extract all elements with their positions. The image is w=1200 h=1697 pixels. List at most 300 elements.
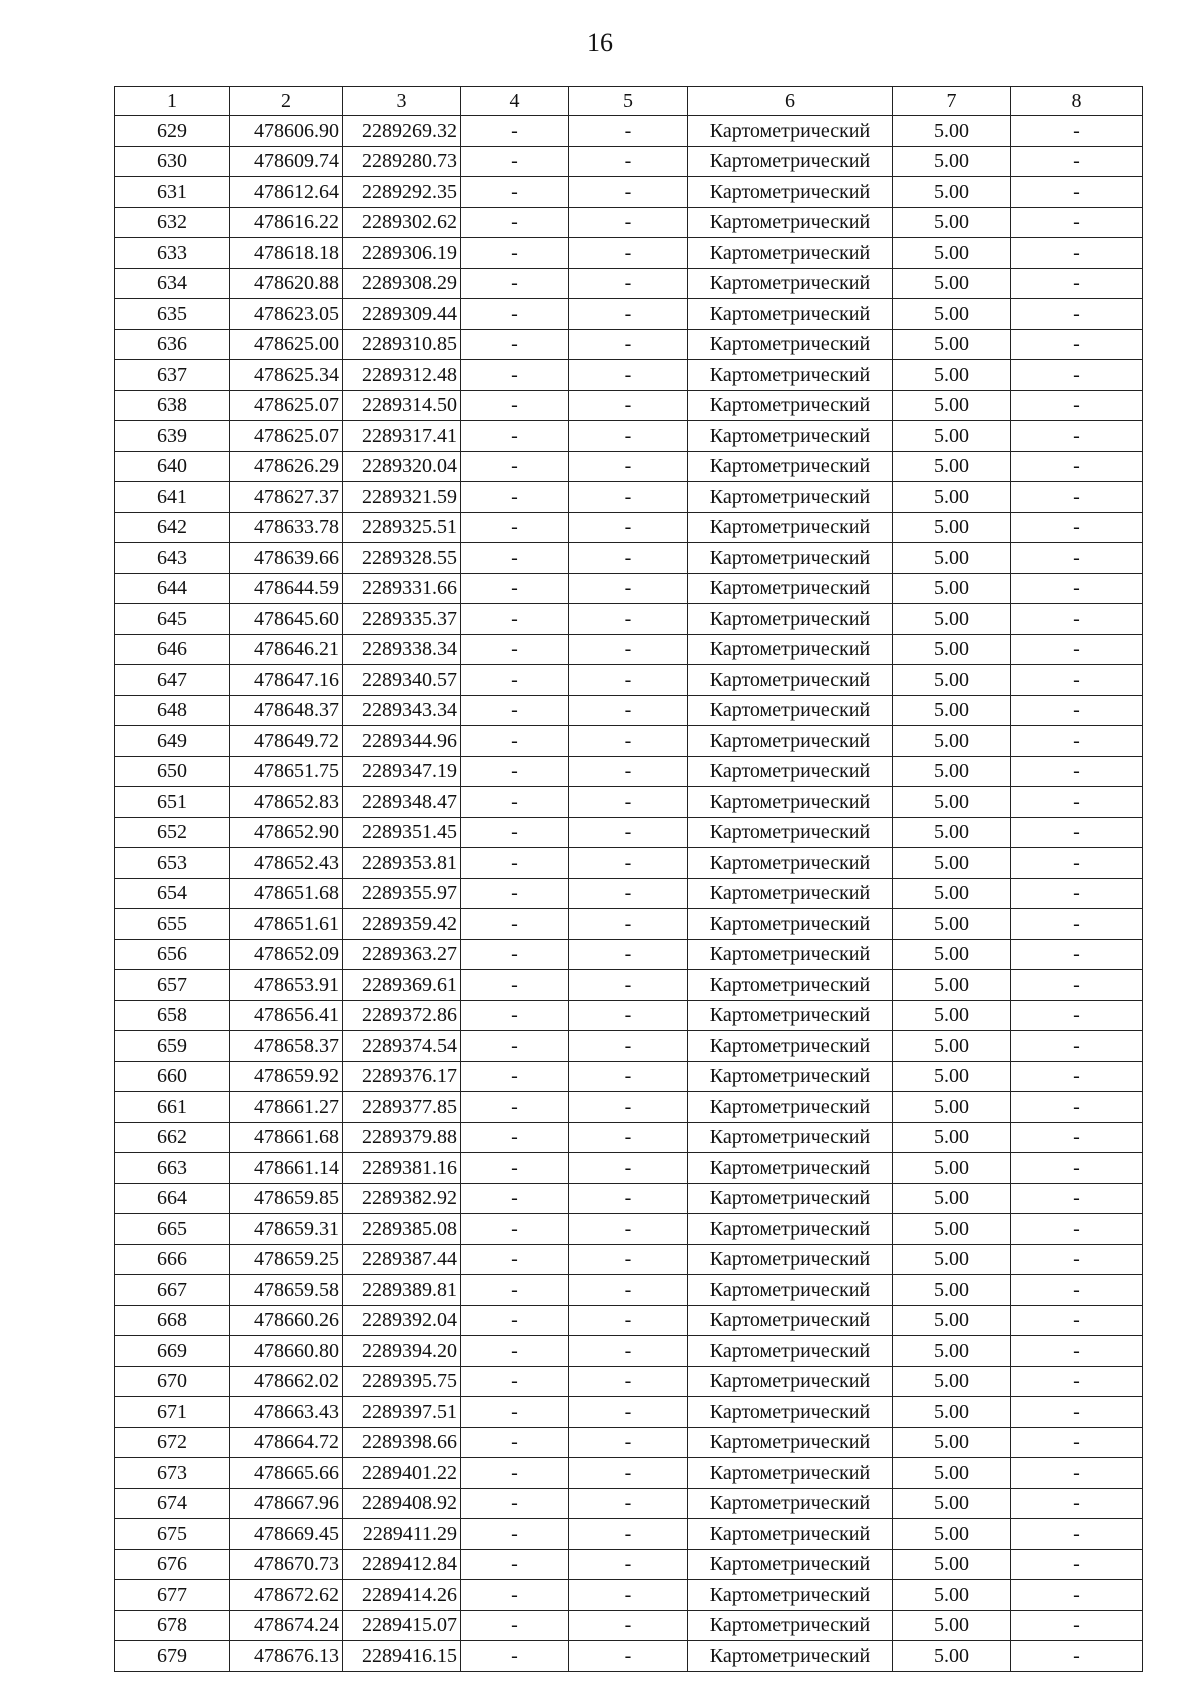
cell-accuracy: 5.00 xyxy=(893,238,1011,269)
cell-accuracy: 5.00 xyxy=(893,1061,1011,1092)
cell-method: Картометрический xyxy=(688,512,893,543)
cell-col-8: - xyxy=(1011,268,1143,299)
cell-method: Картометрический xyxy=(688,1610,893,1641)
cell-point-number: 656 xyxy=(115,939,230,970)
cell-col-8: - xyxy=(1011,207,1143,238)
cell-coord-y: 2289374.54 xyxy=(343,1031,461,1062)
cell-col-4: - xyxy=(461,512,569,543)
cell-coord-x: 478649.72 xyxy=(230,726,343,757)
cell-col-5: - xyxy=(569,268,688,299)
cell-coord-y: 2289269.32 xyxy=(343,116,461,147)
cell-col-8: - xyxy=(1011,878,1143,909)
table-row xyxy=(115,1244,1143,1275)
cell-col-8: - xyxy=(1011,451,1143,482)
cell-method: Картометрический xyxy=(688,1641,893,1672)
table-row xyxy=(115,1427,1143,1458)
cell-method: Картометрический xyxy=(688,695,893,726)
cell-method: Картометрический xyxy=(688,665,893,696)
cell-col-5: - xyxy=(569,1549,688,1580)
cell-point-number: 636 xyxy=(115,329,230,360)
cell-col-5: - xyxy=(569,1580,688,1611)
cell-col-4: - xyxy=(461,1336,569,1367)
cell-coord-x: 478663.43 xyxy=(230,1397,343,1428)
cell-coord-x: 478648.37 xyxy=(230,695,343,726)
cell-col-4: - xyxy=(461,207,569,238)
cell-accuracy: 5.00 xyxy=(893,573,1011,604)
cell-accuracy: 5.00 xyxy=(893,207,1011,238)
cell-method: Картометрический xyxy=(688,451,893,482)
cell-col-8: - xyxy=(1011,1000,1143,1031)
cell-coord-x: 478627.37 xyxy=(230,482,343,513)
cell-col-4: - xyxy=(461,817,569,848)
cell-method: Картометрический xyxy=(688,1275,893,1306)
table-row xyxy=(115,1580,1143,1611)
cell-col-8: - xyxy=(1011,634,1143,665)
cell-method: Картометрический xyxy=(688,1000,893,1031)
cell-accuracy: 5.00 xyxy=(893,421,1011,452)
cell-col-8: - xyxy=(1011,1641,1143,1672)
cell-col-5: - xyxy=(569,1519,688,1550)
cell-coord-y: 2289387.44 xyxy=(343,1244,461,1275)
table-row xyxy=(115,177,1143,208)
cell-point-number: 642 xyxy=(115,512,230,543)
cell-accuracy: 5.00 xyxy=(893,512,1011,543)
cell-col-8: - xyxy=(1011,1397,1143,1428)
cell-col-5: - xyxy=(569,1061,688,1092)
cell-col-5: - xyxy=(569,177,688,208)
cell-col-5: - xyxy=(569,329,688,360)
cell-coord-y: 2289343.34 xyxy=(343,695,461,726)
cell-col-4: - xyxy=(461,146,569,177)
cell-col-4: - xyxy=(461,695,569,726)
cell-point-number: 665 xyxy=(115,1214,230,1245)
cell-coord-y: 2289338.34 xyxy=(343,634,461,665)
cell-coord-y: 2289314.50 xyxy=(343,390,461,421)
cell-col-8: - xyxy=(1011,177,1143,208)
cell-coord-x: 478661.14 xyxy=(230,1153,343,1184)
cell-coord-x: 478625.34 xyxy=(230,360,343,391)
cell-accuracy: 5.00 xyxy=(893,604,1011,635)
table-row xyxy=(115,1519,1143,1550)
cell-col-8: - xyxy=(1011,421,1143,452)
cell-coord-y: 2289414.26 xyxy=(343,1580,461,1611)
cell-col-5: - xyxy=(569,1336,688,1367)
cell-col-8: - xyxy=(1011,726,1143,757)
cell-accuracy: 5.00 xyxy=(893,146,1011,177)
cell-coord-x: 478606.90 xyxy=(230,116,343,147)
cell-col-4: - xyxy=(461,604,569,635)
cell-point-number: 643 xyxy=(115,543,230,574)
cell-coord-y: 2289292.35 xyxy=(343,177,461,208)
cell-accuracy: 5.00 xyxy=(893,329,1011,360)
cell-col-5: - xyxy=(569,543,688,574)
cell-col-4: - xyxy=(461,1458,569,1489)
table-row xyxy=(115,360,1143,391)
cell-col-4: - xyxy=(461,1244,569,1275)
cell-accuracy: 5.00 xyxy=(893,1366,1011,1397)
cell-method: Картометрический xyxy=(688,604,893,635)
cell-col-4: - xyxy=(461,634,569,665)
cell-col-8: - xyxy=(1011,329,1143,360)
cell-coord-y: 2289347.19 xyxy=(343,756,461,787)
cell-method: Картометрический xyxy=(688,1458,893,1489)
cell-col-5: - xyxy=(569,360,688,391)
cell-col-4: - xyxy=(461,1275,569,1306)
cell-col-8: - xyxy=(1011,1610,1143,1641)
cell-point-number: 672 xyxy=(115,1427,230,1458)
cell-col-4: - xyxy=(461,665,569,696)
table-row xyxy=(115,909,1143,940)
cell-col-8: - xyxy=(1011,390,1143,421)
table-row xyxy=(115,939,1143,970)
cell-accuracy: 5.00 xyxy=(893,116,1011,147)
cell-col-4: - xyxy=(461,1610,569,1641)
cell-coord-y: 2289355.97 xyxy=(343,878,461,909)
cell-method: Картометрический xyxy=(688,543,893,574)
column-header-4: 4 xyxy=(461,87,569,116)
cell-point-number: 638 xyxy=(115,390,230,421)
table-row xyxy=(115,787,1143,818)
cell-col-8: - xyxy=(1011,299,1143,330)
cell-col-8: - xyxy=(1011,1458,1143,1489)
cell-point-number: 648 xyxy=(115,695,230,726)
cell-col-5: - xyxy=(569,970,688,1001)
cell-accuracy: 5.00 xyxy=(893,1153,1011,1184)
cell-point-number: 678 xyxy=(115,1610,230,1641)
cell-col-5: - xyxy=(569,1000,688,1031)
cell-col-5: - xyxy=(569,1031,688,1062)
cell-method: Картометрический xyxy=(688,1122,893,1153)
cell-col-8: - xyxy=(1011,1519,1143,1550)
cell-method: Картометрический xyxy=(688,238,893,269)
column-header-1: 1 xyxy=(115,87,230,116)
cell-coord-y: 2289411.29 xyxy=(343,1519,461,1550)
cell-accuracy: 5.00 xyxy=(893,726,1011,757)
cell-col-4: - xyxy=(461,390,569,421)
cell-method: Картометрический xyxy=(688,1366,893,1397)
cell-col-8: - xyxy=(1011,848,1143,879)
cell-col-5: - xyxy=(569,1122,688,1153)
cell-coord-x: 478665.66 xyxy=(230,1458,343,1489)
cell-col-4: - xyxy=(461,116,569,147)
cell-col-5: - xyxy=(569,939,688,970)
cell-accuracy: 5.00 xyxy=(893,1244,1011,1275)
table-row xyxy=(115,665,1143,696)
cell-method: Картометрический xyxy=(688,482,893,513)
cell-point-number: 634 xyxy=(115,268,230,299)
cell-col-4: - xyxy=(461,909,569,940)
cell-coord-x: 478659.85 xyxy=(230,1183,343,1214)
cell-accuracy: 5.00 xyxy=(893,1183,1011,1214)
table-row xyxy=(115,1000,1143,1031)
cell-point-number: 637 xyxy=(115,360,230,391)
cell-coord-y: 2289351.45 xyxy=(343,817,461,848)
cell-coord-x: 478662.02 xyxy=(230,1366,343,1397)
cell-col-8: - xyxy=(1011,1031,1143,1062)
cell-accuracy: 5.00 xyxy=(893,970,1011,1001)
cell-col-4: - xyxy=(461,1641,569,1672)
cell-accuracy: 5.00 xyxy=(893,1092,1011,1123)
cell-point-number: 651 xyxy=(115,787,230,818)
cell-accuracy: 5.00 xyxy=(893,1305,1011,1336)
cell-col-8: - xyxy=(1011,1183,1143,1214)
table-row xyxy=(115,878,1143,909)
cell-accuracy: 5.00 xyxy=(893,848,1011,879)
cell-coord-x: 478669.45 xyxy=(230,1519,343,1550)
cell-coord-x: 478652.83 xyxy=(230,787,343,818)
cell-method: Картометрический xyxy=(688,421,893,452)
table-row xyxy=(115,1031,1143,1062)
cell-method: Картометрический xyxy=(688,1183,893,1214)
cell-coord-y: 2289394.20 xyxy=(343,1336,461,1367)
table-row xyxy=(115,1275,1143,1306)
cell-coord-x: 478672.62 xyxy=(230,1580,343,1611)
table-row xyxy=(115,726,1143,757)
cell-coord-y: 2289392.04 xyxy=(343,1305,461,1336)
cell-method: Картометрический xyxy=(688,634,893,665)
header-row xyxy=(115,87,1143,116)
table-row xyxy=(115,1122,1143,1153)
cell-coord-x: 478645.60 xyxy=(230,604,343,635)
cell-point-number: 658 xyxy=(115,1000,230,1031)
cell-col-8: - xyxy=(1011,1275,1143,1306)
cell-coord-x: 478676.13 xyxy=(230,1641,343,1672)
table-row xyxy=(115,1153,1143,1184)
cell-col-4: - xyxy=(461,726,569,757)
cell-coord-x: 478609.74 xyxy=(230,146,343,177)
cell-coord-y: 2289308.29 xyxy=(343,268,461,299)
cell-col-4: - xyxy=(461,1549,569,1580)
cell-coord-x: 478646.21 xyxy=(230,634,343,665)
cell-col-8: - xyxy=(1011,1244,1143,1275)
cell-col-5: - xyxy=(569,665,688,696)
cell-coord-x: 478656.41 xyxy=(230,1000,343,1031)
cell-col-5: - xyxy=(569,695,688,726)
cell-coord-x: 478625.07 xyxy=(230,390,343,421)
cell-point-number: 632 xyxy=(115,207,230,238)
table-row xyxy=(115,756,1143,787)
cell-point-number: 629 xyxy=(115,116,230,147)
cell-coord-y: 2289309.44 xyxy=(343,299,461,330)
page-number: 16 xyxy=(587,28,613,57)
cell-col-4: - xyxy=(461,1214,569,1245)
cell-col-5: - xyxy=(569,1427,688,1458)
cell-col-4: - xyxy=(461,1427,569,1458)
cell-col-4: - xyxy=(461,299,569,330)
cell-col-8: - xyxy=(1011,1336,1143,1367)
cell-coord-x: 478623.05 xyxy=(230,299,343,330)
cell-point-number: 674 xyxy=(115,1488,230,1519)
table-row xyxy=(115,512,1143,543)
cell-col-8: - xyxy=(1011,116,1143,147)
cell-accuracy: 5.00 xyxy=(893,634,1011,665)
cell-col-4: - xyxy=(461,329,569,360)
cell-method: Картометрический xyxy=(688,1519,893,1550)
table-row xyxy=(115,1488,1143,1519)
cell-coord-x: 478633.78 xyxy=(230,512,343,543)
cell-col-8: - xyxy=(1011,1153,1143,1184)
cell-method: Картометрический xyxy=(688,1214,893,1245)
cell-method: Картометрический xyxy=(688,1092,893,1123)
table-row xyxy=(115,1366,1143,1397)
cell-coord-y: 2289325.51 xyxy=(343,512,461,543)
cell-col-4: - xyxy=(461,1488,569,1519)
cell-coord-x: 478620.88 xyxy=(230,268,343,299)
cell-col-4: - xyxy=(461,1061,569,1092)
cell-col-5: - xyxy=(569,817,688,848)
cell-method: Картометрический xyxy=(688,1305,893,1336)
cell-col-8: - xyxy=(1011,482,1143,513)
cell-coord-y: 2289310.85 xyxy=(343,329,461,360)
table-row xyxy=(115,543,1143,574)
cell-col-5: - xyxy=(569,634,688,665)
cell-accuracy: 5.00 xyxy=(893,909,1011,940)
cell-col-8: - xyxy=(1011,939,1143,970)
cell-point-number: 645 xyxy=(115,604,230,635)
cell-accuracy: 5.00 xyxy=(893,360,1011,391)
cell-coord-x: 478658.37 xyxy=(230,1031,343,1062)
cell-coord-y: 2289302.62 xyxy=(343,207,461,238)
cell-col-5: - xyxy=(569,726,688,757)
cell-method: Картометрический xyxy=(688,848,893,879)
table-row xyxy=(115,1214,1143,1245)
cell-point-number: 667 xyxy=(115,1275,230,1306)
cell-coord-y: 2289398.66 xyxy=(343,1427,461,1458)
cell-method: Картометрический xyxy=(688,390,893,421)
cell-method: Картометрический xyxy=(688,299,893,330)
cell-method: Картометрический xyxy=(688,726,893,757)
cell-point-number: 640 xyxy=(115,451,230,482)
cell-col-4: - xyxy=(461,848,569,879)
cell-accuracy: 5.00 xyxy=(893,1000,1011,1031)
cell-point-number: 649 xyxy=(115,726,230,757)
table-row xyxy=(115,1092,1143,1123)
cell-col-4: - xyxy=(461,1519,569,1550)
cell-point-number: 679 xyxy=(115,1641,230,1672)
cell-accuracy: 5.00 xyxy=(893,390,1011,421)
cell-coord-x: 478664.72 xyxy=(230,1427,343,1458)
cell-point-number: 635 xyxy=(115,299,230,330)
cell-point-number: 646 xyxy=(115,634,230,665)
table-row xyxy=(115,1397,1143,1428)
cell-accuracy: 5.00 xyxy=(893,1519,1011,1550)
cell-method: Картометрический xyxy=(688,1061,893,1092)
cell-col-8: - xyxy=(1011,1488,1143,1519)
cell-coord-y: 2289317.41 xyxy=(343,421,461,452)
column-header-6: 6 xyxy=(688,87,893,116)
cell-method: Картометрический xyxy=(688,909,893,940)
cell-coord-x: 478661.68 xyxy=(230,1122,343,1153)
cell-point-number: 661 xyxy=(115,1092,230,1123)
cell-col-5: - xyxy=(569,1214,688,1245)
cell-col-8: - xyxy=(1011,360,1143,391)
column-header-8: 8 xyxy=(1011,87,1143,116)
cell-point-number: 644 xyxy=(115,573,230,604)
table-row xyxy=(115,268,1143,299)
cell-coord-y: 2289401.22 xyxy=(343,1458,461,1489)
cell-coord-y: 2289348.47 xyxy=(343,787,461,818)
cell-col-4: - xyxy=(461,1092,569,1123)
table-row xyxy=(115,573,1143,604)
cell-col-4: - xyxy=(461,756,569,787)
cell-col-5: - xyxy=(569,1244,688,1275)
cell-col-5: - xyxy=(569,1092,688,1123)
cell-point-number: 669 xyxy=(115,1336,230,1367)
cell-coord-y: 2289328.55 xyxy=(343,543,461,574)
cell-method: Картометрический xyxy=(688,268,893,299)
cell-accuracy: 5.00 xyxy=(893,299,1011,330)
cell-coord-x: 478652.90 xyxy=(230,817,343,848)
column-header-3: 3 xyxy=(343,87,461,116)
cell-method: Картометрический xyxy=(688,756,893,787)
cell-col-5: - xyxy=(569,238,688,269)
cell-col-8: - xyxy=(1011,909,1143,940)
cell-accuracy: 5.00 xyxy=(893,1397,1011,1428)
cell-coord-x: 478659.92 xyxy=(230,1061,343,1092)
cell-point-number: 662 xyxy=(115,1122,230,1153)
cell-col-4: - xyxy=(461,421,569,452)
cell-coord-y: 2289416.15 xyxy=(343,1641,461,1672)
cell-coord-y: 2289389.81 xyxy=(343,1275,461,1306)
cell-coord-x: 478659.31 xyxy=(230,1214,343,1245)
cell-col-4: - xyxy=(461,1000,569,1031)
table-row xyxy=(115,1305,1143,1336)
cell-method: Картометрический xyxy=(688,1488,893,1519)
cell-accuracy: 5.00 xyxy=(893,1610,1011,1641)
cell-coord-y: 2289412.84 xyxy=(343,1549,461,1580)
cell-point-number: 663 xyxy=(115,1153,230,1184)
cell-method: Картометрический xyxy=(688,360,893,391)
table-row xyxy=(115,1610,1143,1641)
cell-accuracy: 5.00 xyxy=(893,482,1011,513)
cell-col-5: - xyxy=(569,1641,688,1672)
cell-accuracy: 5.00 xyxy=(893,1641,1011,1672)
cell-coord-y: 2289359.42 xyxy=(343,909,461,940)
cell-accuracy: 5.00 xyxy=(893,451,1011,482)
cell-col-5: - xyxy=(569,604,688,635)
cell-col-5: - xyxy=(569,390,688,421)
cell-col-5: - xyxy=(569,207,688,238)
cell-coord-x: 478652.09 xyxy=(230,939,343,970)
cell-point-number: 653 xyxy=(115,848,230,879)
table-row xyxy=(115,1549,1143,1580)
cell-coord-y: 2289335.37 xyxy=(343,604,461,635)
cell-method: Картометрический xyxy=(688,1031,893,1062)
cell-coord-y: 2289385.08 xyxy=(343,1214,461,1245)
cell-col-4: - xyxy=(461,1580,569,1611)
cell-coord-x: 478660.80 xyxy=(230,1336,343,1367)
cell-col-8: - xyxy=(1011,1580,1143,1611)
cell-coord-x: 478660.26 xyxy=(230,1305,343,1336)
cell-col-4: - xyxy=(461,573,569,604)
cell-col-5: - xyxy=(569,299,688,330)
column-header-2: 2 xyxy=(230,87,343,116)
cell-coord-x: 478639.66 xyxy=(230,543,343,574)
cell-col-5: - xyxy=(569,1458,688,1489)
cell-col-8: - xyxy=(1011,573,1143,604)
cell-coord-x: 478626.29 xyxy=(230,451,343,482)
cell-col-5: - xyxy=(569,1366,688,1397)
cell-accuracy: 5.00 xyxy=(893,1458,1011,1489)
cell-coord-x: 478670.73 xyxy=(230,1549,343,1580)
cell-point-number: 673 xyxy=(115,1458,230,1489)
coordinates-table xyxy=(114,86,1143,1672)
cell-coord-y: 2289376.17 xyxy=(343,1061,461,1092)
cell-coord-y: 2289363.27 xyxy=(343,939,461,970)
table-row xyxy=(115,390,1143,421)
table-row xyxy=(115,1183,1143,1214)
cell-col-4: - xyxy=(461,451,569,482)
